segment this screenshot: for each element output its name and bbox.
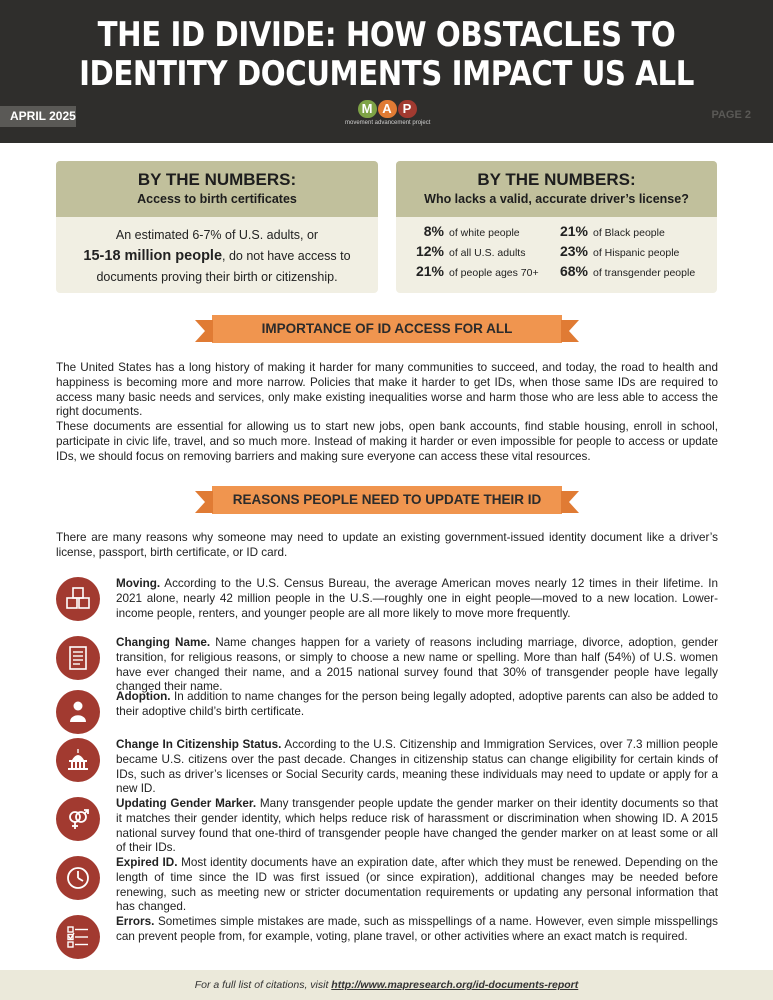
logo-letter-m: M [358, 100, 377, 118]
page-title [54, 16, 719, 94]
reason-text: In addition to name changes for the person being legally adopted, adoptive parents can also be added to their adoptive child’s birth certificate. [116, 690, 718, 718]
stat-item: 68% of transgender people [559, 263, 696, 279]
stat-item: 12% of all U.S. adults [415, 243, 526, 259]
stat-item: 21% of people ages 70+ [415, 263, 539, 279]
reason-title: Expired ID. [116, 856, 178, 869]
child-icon [56, 690, 100, 734]
page-header [0, 0, 773, 143]
date-tag: APRIL 2025 [0, 106, 76, 127]
reason-title: Updating Gender Marker. [116, 797, 257, 810]
reason-title: Adoption. [116, 690, 171, 703]
reasons-intro: There are many reasons why someone may need to update an existing government-issued identity document like a driver’s license, passport, birth certificate, or ID card. [56, 531, 718, 559]
box-line-1: An estimated 6-7% of U.S. adults, or [115, 228, 319, 242]
paragraph-1: The United States has a long history of making it harder for many communities to succeed, and today, the road to health and happiness is becoming more and more narrow. Policies that make it harder to get IDs, when those same IDs are required to access many basic needs and services, only make existing inequalities worse and harm those who are less able to access the right documents. [56, 361, 718, 419]
section-heading-reasons: REASONS PEOPLE NEED TO UPDATE THEIR ID [212, 486, 562, 514]
box-title: BY THE NUMBERS: [477, 170, 636, 189]
reason-text: Sometimes simple mistakes are made, such as misspellings of a name. However, even simple misspellings can prevent people from, for example, voting, plane travel, or other activities where an exact match is required. [116, 915, 718, 943]
clock-icon [56, 856, 100, 900]
reason-title: Errors. [116, 915, 155, 928]
reason-text: According to the U.S. Citizenship and Immigration Services, over 7.3 million people became U.S. citizens over the past decade. Changes in citizenship status can change eligibility for certain kinds of IDs, such as driver’s licenses or Social Security cards, meaning these individuals may need to update or apply for a new ID. [116, 738, 718, 796]
box-line-3: documents proving their birth or citizenship. [96, 270, 338, 284]
gender-symbol-icon [56, 797, 100, 841]
stat-item: 8% of white people [423, 223, 520, 239]
reason-text: Name changes happen for a variety of reasons including marriage, divorce, adoption, gender transition, for religious reasons, or simply to choose a new name or spelling. More than half (54%) of U.S. women have ever changed their name, and a 2015 national survey found that 30% of transgender people have legally changed their name. [116, 636, 719, 694]
citations-link[interactable]: http://www.mapresearch.org/id-documents-report [331, 979, 579, 991]
numbers-box-drivers-license [396, 161, 717, 293]
footer-text: For a full list of citations, visit [194, 979, 332, 991]
page-number: PAGE 2 [711, 109, 751, 121]
reason-text: Many transgender people update the gender marker on their identity documents so that it matches their gender identity, which helps reduce risk of harassment or discrimination when showing ID. A 2015 national survey found that one-third of transgender people have changed the gender marker on at least some or all of their IDs. [116, 797, 719, 855]
box-subtitle: Who lacks a valid, accurate driver’s license? [424, 192, 689, 206]
stat-item: 21% of Black people [559, 223, 665, 239]
moving-boxes-icon [56, 577, 100, 621]
box-line-2: , do not have access to [222, 249, 351, 263]
box-highlight: 15-18 million people [83, 248, 223, 264]
logo-letter-p: P [398, 100, 417, 118]
box-body [56, 217, 378, 288]
title-line-2: IDENTITY DOCUMENTS IMPACT US ALL [79, 54, 694, 94]
citation-footer [0, 970, 773, 1000]
stat-item: 23% of Hispanic people [559, 243, 680, 259]
numbers-box-birth-certificates [56, 161, 378, 293]
document-icon [56, 636, 100, 680]
title-line-1: THE ID DIVIDE: HOW OBSTACLES TO [97, 15, 676, 55]
map-logo [345, 100, 429, 136]
reason-text: Most identity documents have an expiration date, after which they must be renewed. Depending on the length of time since the ID was first issued (or since expiration), additional changes may be needed before renewing, such as meeting new or stricter documentation requirements or updating any personal information that has changed. [116, 856, 719, 914]
logo-caption: movement advancement project [345, 120, 431, 126]
logo-letter-a: A [378, 100, 397, 118]
paragraph-2: These documents are essential for allowing us to start new jobs, open bank accounts, find stable housing, enroll in school, participate in civic life, travel, and so much more. Instead of making it harder or even impossible for people to access or update IDs, we should focus on removing barriers and making sure everyone can access these vital resources. [56, 420, 718, 463]
reason-text: According to the U.S. Census Bureau, the average American moves nearly 12 times in their lifetime. In 2021 alone, nearly 42 million people in the U.S.—roughly one in eight people—moved to a new location. Lower-income people, renters, and younger people are all more likely to move more frequently. [116, 577, 718, 620]
capitol-icon [56, 738, 100, 782]
section-heading-importance: IMPORTANCE OF ID ACCESS FOR ALL [212, 315, 562, 343]
reason-title: Moving. [116, 577, 161, 590]
box-subtitle: Access to birth certificates [137, 192, 297, 206]
box-title: BY THE NUMBERS: [137, 170, 297, 189]
reason-title: Changing Name. [116, 636, 211, 649]
checklist-icon [56, 915, 100, 959]
reason-title: Change In Citizenship Status. [116, 738, 282, 751]
